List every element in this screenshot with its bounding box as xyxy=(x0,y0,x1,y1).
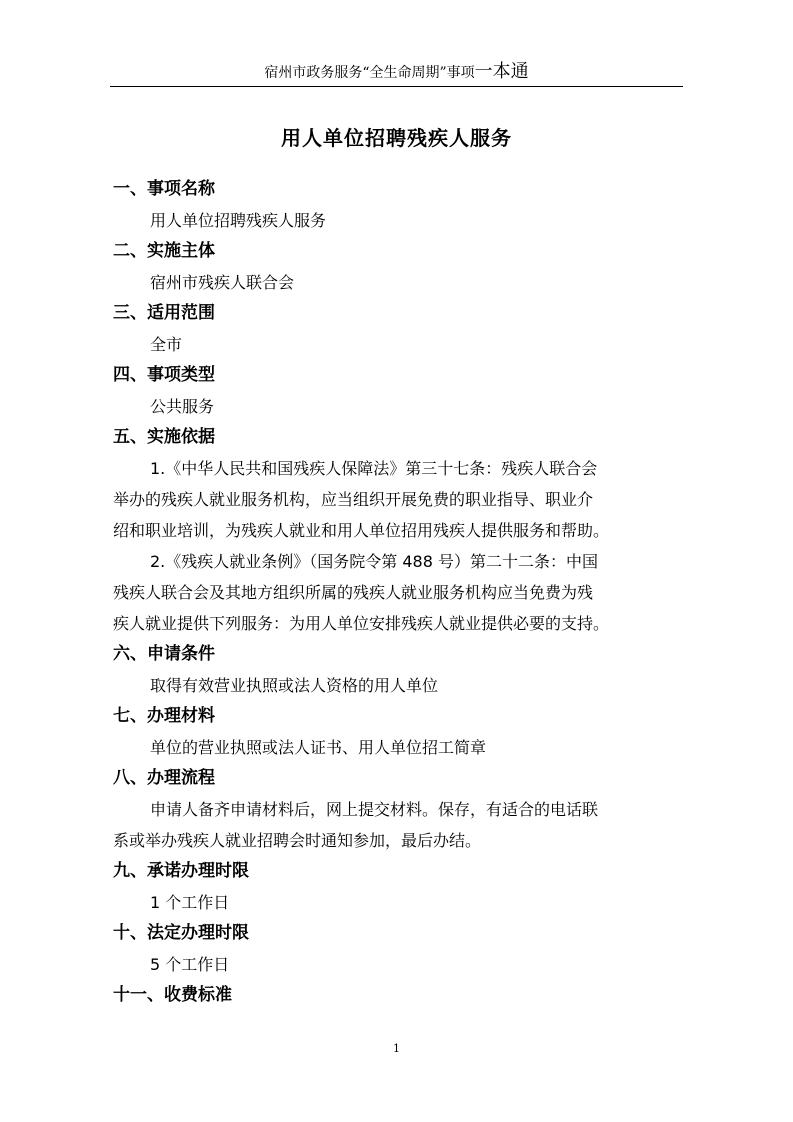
section-heading-scope: 三、适用范围 xyxy=(113,303,215,323)
section-value-type: 公共服务 xyxy=(150,397,215,416)
header-text: 宿州市政务服务“全生命周期”事项 xyxy=(264,65,475,81)
section-heading-conditions: 六、申请条件 xyxy=(113,644,215,664)
section-heading-promised-time: 九、承诺办理时限 xyxy=(113,861,249,881)
section-value-conditions: 取得有效营业执照或法人资格的用人单位 xyxy=(150,676,439,695)
section-heading-process: 八、办理流程 xyxy=(113,768,215,788)
section-value-name: 用人单位招聘残疾人服务 xyxy=(150,211,327,230)
header-text-big: 一本通 xyxy=(474,61,529,82)
process-line-2: 系或举办残疾人就业招聘会时通知参加，最后办结。 xyxy=(113,831,482,850)
section-value-materials: 单位的营业执照或法人证书、用人单位招工简章 xyxy=(150,738,487,757)
basis-1-line-3: 绍和职业培训，为残疾人就业和用人单位招用残疾人提供服务和帮助。 xyxy=(113,521,610,540)
section-value-scope: 全市 xyxy=(150,335,183,354)
basis-paragraph-1 xyxy=(113,453,688,546)
document-title: 用人单位招聘残疾人服务 xyxy=(281,126,512,150)
section-heading-materials: 七、办理材料 xyxy=(113,706,215,726)
page-header xyxy=(110,58,683,87)
basis-paragraph-2 xyxy=(113,546,688,639)
section-heading-type: 四、事项类型 xyxy=(113,365,215,385)
basis-2-line-2: 残疾人联合会及其地方组织所属的残疾人就业服务机构应当免费为残 xyxy=(113,583,594,602)
section-value-promised-time: 1 个工作日 xyxy=(150,893,230,912)
basis-1-line-2: 举办的残疾人就业服务机构，应当组织开展免费的职业指导、职业介 xyxy=(113,490,594,509)
basis-1-line-1: 1.《中华人民共和国残疾人保障法》第三十七条：残疾人联合会 xyxy=(150,459,598,478)
section-heading-legal-time: 十、法定办理时限 xyxy=(113,923,249,943)
section-value-implementer: 宿州市残疾人联合会 xyxy=(150,273,295,292)
document-body xyxy=(113,174,688,1011)
process-paragraph xyxy=(113,794,688,856)
section-heading-implementer: 二、实施主体 xyxy=(113,241,215,261)
section-heading-name: 一、事项名称 xyxy=(113,179,215,199)
basis-2-line-3: 疾人就业提供下列服务：为用人单位安排残疾人就业提供必要的支持。 xyxy=(113,614,610,633)
page-number: 1 xyxy=(393,1042,400,1055)
section-heading-fees: 十一、收费标准 xyxy=(113,985,232,1005)
process-line-1: 申请人备齐申请材料后，网上提交材料。保存，有适合的电话联 xyxy=(150,800,599,819)
basis-2-line-1: 2.《残疾人就业条例》（国务院令第 488 号）第二十二条：中国 xyxy=(150,552,598,571)
section-value-legal-time: 5 个工作日 xyxy=(150,955,230,974)
section-heading-basis: 五、实施依据 xyxy=(113,427,215,447)
